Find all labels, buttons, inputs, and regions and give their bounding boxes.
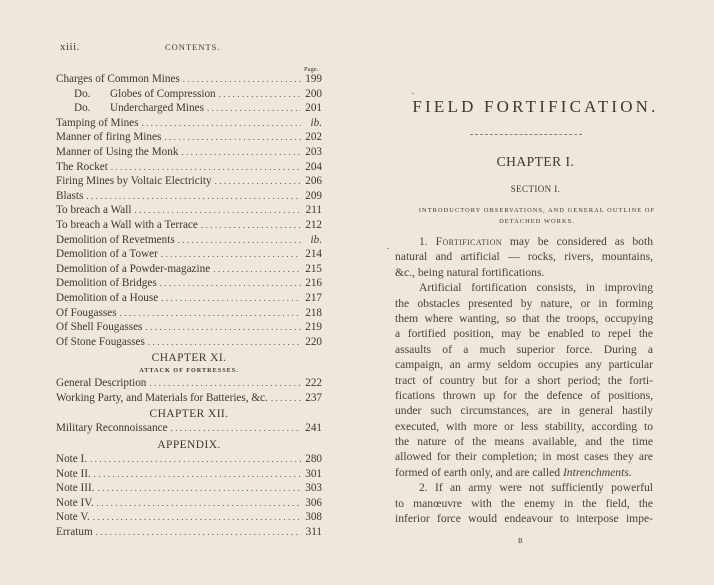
toc-entry: [56, 248, 322, 263]
toc-entry: [56, 377, 322, 392]
toc-entry: [56, 204, 322, 219]
paragraph-3-lines: [395, 480, 653, 526]
text-line: the nature of the means available, and the time: [395, 435, 653, 449]
chapter-heading-xi: CHAPTER XI.: [151, 352, 227, 365]
dot-leader: [98, 483, 301, 493]
toc-entry-title: [56, 482, 95, 494]
toc-entry-title: [56, 526, 93, 538]
dot-leader: [171, 423, 301, 433]
toc-entry: [56, 277, 322, 292]
toc-entry: [56, 219, 322, 234]
toc-entry-page: 203: [305, 145, 322, 158]
section-title: SECTION I.: [510, 184, 561, 194]
toc-entry-text: Working Party, and Materials for Batteries, &c.: [56, 391, 268, 404]
toc-entry-title: [56, 146, 178, 158]
page-column-heading: Page.: [304, 66, 319, 73]
toc-entry-title: [56, 336, 145, 348]
toc-entry-page: 214: [305, 248, 322, 261]
toc-entry-page: 237: [305, 391, 322, 404]
toc-entry-title: [56, 468, 91, 480]
dot-leader: [160, 278, 301, 288]
text-line: the obstacles presented by nature, or in forming: [395, 296, 653, 310]
toc-entry-title: [56, 307, 117, 319]
toc-entry-page: 218: [305, 306, 322, 319]
toc-entry-title: [56, 497, 94, 509]
toc-entry: [56, 234, 322, 249]
toc-entry-title: [56, 131, 161, 143]
toc-entry: [56, 131, 322, 146]
dot-leader: [96, 527, 301, 537]
text-line: fications thrown up for the defence of positions,: [395, 388, 653, 402]
toc-entry-text: General Description: [56, 377, 147, 390]
text-line: 2. If an army were not sufficiently powerful: [419, 481, 653, 495]
toc-entry-text: Tamping of Mines: [56, 116, 139, 129]
running-title: CONTENTS.: [165, 42, 221, 52]
toc-entry-title: [56, 219, 198, 231]
text-line: inferior force would endeavour to interpose impe-: [395, 512, 653, 526]
toc-entry-title: [56, 422, 168, 434]
toc-entry-text: Note II.: [56, 467, 91, 480]
toc-entry-page: 222: [305, 377, 322, 390]
toc-entry-title: [56, 204, 131, 216]
toc-entry-text: Of Shell Fougasses: [56, 321, 143, 334]
text-line: a fortified position, may be enabled to repel the: [395, 327, 653, 341]
toc-entry-title: [56, 175, 212, 187]
text-line: allowed for their completion; in most cases they are: [395, 450, 653, 464]
text-line: them where wanting, so that the troops, occupying: [395, 311, 653, 325]
toc-entry: [56, 161, 322, 176]
toc-entry-page: 219: [305, 321, 322, 334]
paper-speck: [387, 248, 389, 249]
chapter-subheading-xi: ATTACK OF FORTRESSES.: [139, 367, 239, 375]
section-subtitle-line-1: INTRODUCTORY OBSERVATIONS, AND GENERAL OUTLINE OF: [418, 207, 656, 214]
dot-leader: [145, 322, 301, 332]
toc-entry-page: 311: [305, 526, 322, 539]
toc-entry-title: [56, 88, 216, 100]
dot-leader: [181, 147, 301, 157]
toc-entry: [56, 511, 322, 526]
signature-mark: B: [518, 537, 523, 545]
toc-entry-title: [56, 453, 87, 465]
toc-entry-title: [56, 263, 210, 275]
dot-leader: [86, 191, 301, 201]
text-line: assaults of a much superior force. During a: [395, 342, 653, 356]
toc-entry-title: [56, 234, 175, 246]
toc-entry-text: Note I.: [56, 453, 88, 466]
toc-entry: [56, 453, 322, 468]
toc-entry-text: Undercharged Mines: [110, 102, 204, 115]
text-line: under such circumstances, are in general hastily: [395, 404, 653, 418]
toc-entry: [56, 190, 322, 205]
toc-entry-text: To breach a Wall: [56, 204, 132, 217]
toc-entry-page: 199: [305, 73, 322, 85]
dot-leader: [97, 498, 301, 508]
paragraph-1-line-1-rest: may be considered as both: [501, 235, 653, 248]
text-line: executed, with more or less stability, according to: [395, 419, 653, 433]
ditto-label: Do.: [74, 87, 91, 100]
toc-entry-text: Manner of firing Mines: [56, 131, 162, 144]
last-line-text: formed of earth only, and are called: [395, 465, 563, 479]
dot-leader: [183, 74, 301, 84]
toc-entry-title: [56, 377, 146, 389]
toc-entry-page: 241: [305, 422, 322, 435]
toc-entry-page: 280: [305, 453, 322, 466]
toc-entry-text: Demolition of a Powder-magazine: [56, 262, 211, 275]
toc-entry-title: [56, 102, 204, 114]
toc-entry: [56, 175, 322, 190]
toc-entry-page: 212: [305, 218, 322, 231]
body-text: [395, 234, 653, 526]
toc-entry-text: Charges of Common Mines: [56, 73, 180, 85]
toc-entry-page: 215: [305, 262, 322, 275]
toc-entry-page: 216: [305, 277, 322, 290]
chapter-title: CHAPTER I.: [496, 154, 575, 169]
folio-number: xiii.: [60, 41, 80, 53]
toc-entry-page: 217: [305, 291, 322, 304]
toc-entry: [56, 102, 322, 117]
toc-entry-text: The Rocket: [56, 160, 108, 173]
toc-group-mines: [56, 73, 322, 350]
toc-entry-page: 211: [305, 204, 322, 217]
toc-entry-page: 306: [305, 496, 322, 509]
toc-entry: [56, 497, 322, 512]
toc-entry-text: Demolition of Revetments: [56, 233, 175, 246]
dot-leader: [213, 264, 301, 274]
toc-entry-page: ib.: [310, 233, 322, 246]
toc-entry: [56, 468, 322, 483]
toc-entry-title: [56, 321, 142, 333]
running-head: [60, 41, 325, 55]
toc-entry-page: 202: [305, 131, 322, 144]
toc-entry-title: [56, 277, 157, 289]
dot-leader: [120, 308, 301, 318]
toc-entry-title: [56, 248, 158, 260]
toc-entry-page: 209: [305, 189, 322, 202]
toc-entry: [56, 307, 322, 322]
toc-entry: [56, 526, 322, 541]
lead-word: Fortification: [435, 235, 502, 248]
toc-entry-page: 204: [305, 160, 322, 173]
dot-leader: [219, 89, 301, 99]
toc-entry-text: Note IV.: [56, 496, 94, 509]
paragraph-2-lines: [395, 280, 653, 465]
toc-entry: [56, 321, 322, 336]
dot-leader: [164, 132, 301, 142]
toc-entry-text: Demolition of a Tower: [56, 248, 158, 261]
toc-entry-text: Erratum: [56, 526, 93, 539]
toc-entry-text: Demolition of a House: [56, 291, 159, 304]
toc-entry-text: Firing Mines by Voltaic Electricity: [56, 175, 212, 188]
toc-entry-page: 200: [305, 87, 322, 100]
toc-entry: [56, 336, 322, 351]
toc-entry-page: 220: [305, 335, 322, 348]
dot-leader: [111, 162, 301, 172]
dot-leader: [178, 235, 301, 245]
paper-speck: [412, 93, 414, 94]
dot-leader: [93, 512, 301, 522]
toc-entry: [56, 482, 322, 497]
text-line: natural and artificial — rocks, rivers, mountains,: [395, 250, 653, 264]
ditto-label: Do.: [74, 102, 91, 115]
toc-entry: [56, 88, 322, 103]
text-line: Artificial fortification consists, in improving: [419, 281, 653, 295]
dot-leader: [149, 378, 301, 388]
toc-entry-page: 206: [305, 175, 322, 188]
toc-entry-text: Manner of Using the Monk: [56, 145, 179, 158]
dot-leader: [215, 176, 301, 186]
appendix-heading: APPENDIX.: [157, 439, 221, 452]
toc-entry: [56, 292, 322, 307]
toc-entry-text: To breach a Wall with a Terrace: [56, 218, 198, 231]
dot-leader: [148, 337, 301, 347]
dot-leader: [94, 469, 301, 479]
toc-group-chapter-xi: [56, 377, 322, 406]
dot-leader: [271, 393, 301, 403]
dot-leader: [201, 220, 301, 230]
toc-entry: [56, 146, 322, 161]
book-title: FIELD FORTIFICATION.: [412, 97, 659, 116]
text-line: tract of country but for a short period; the forti-: [395, 373, 653, 387]
paragraph-1-lines: [395, 249, 653, 280]
toc-entry-title: [56, 117, 139, 129]
toc-entry: [56, 73, 322, 88]
toc-entry-title: [56, 190, 83, 202]
paragraph-1-line: [395, 234, 653, 249]
toc-entry-title: [56, 161, 108, 173]
toc-group-chapter-xii: [56, 422, 322, 437]
dot-leader: [142, 118, 302, 128]
dot-leader: [161, 249, 301, 259]
toc-entry-text: Note V.: [56, 511, 90, 524]
chapter-heading-xii: CHAPTER XII.: [149, 408, 229, 421]
dot-leader: [134, 205, 301, 215]
paragraph-2-last-line: [395, 465, 653, 480]
toc-entry-text: Blasts: [56, 189, 84, 202]
toc-entry-text: Demolition of Bridges: [56, 277, 157, 290]
toc-entry: [56, 392, 322, 407]
toc-entry-page: 308: [305, 511, 322, 524]
toc-entry-title: [56, 392, 268, 404]
text-line: campaign, an army seldom occupies any particular: [395, 358, 653, 372]
dot-leader: [161, 293, 301, 303]
toc-entry-page: ib.: [310, 116, 322, 129]
toc-entry-text: Note III.: [56, 482, 95, 495]
paragraph-number: 1.: [419, 235, 428, 248]
toc-entry-page: 303: [305, 482, 322, 495]
decorative-rule: [470, 134, 582, 135]
toc-entry-text: Globes of Compression: [110, 87, 216, 100]
text-line: to manœuvre with the enemy in the field, the: [395, 496, 653, 510]
right-page-text: [357, 0, 714, 585]
toc-entry-page: 201: [305, 102, 322, 115]
dot-leader: [90, 454, 301, 464]
section-subtitle-line-2: DETACHED WORKS.: [499, 218, 575, 225]
toc-entry: [56, 263, 322, 278]
table-of-contents: [56, 73, 322, 541]
dot-leader: [207, 103, 301, 113]
toc-entry-text: Of Stone Fougasses: [56, 335, 145, 348]
section-subtitle: [407, 205, 667, 227]
toc-entry-title: [56, 292, 158, 304]
toc-group-appendix: [56, 453, 322, 541]
toc-entry-page: 301: [305, 467, 322, 480]
toc-entry: [56, 117, 322, 132]
toc-entry: [56, 422, 322, 437]
toc-entry-text: Military Reconnoissance: [56, 422, 168, 435]
toc-entry-text: Of Fougasses: [56, 306, 117, 319]
intrenchments-term: Intrenchments.: [562, 465, 632, 479]
toc-entry-title: [56, 73, 180, 85]
toc-entry-title: [56, 511, 90, 523]
text-line: &c., being natural fortifications.: [395, 265, 545, 279]
